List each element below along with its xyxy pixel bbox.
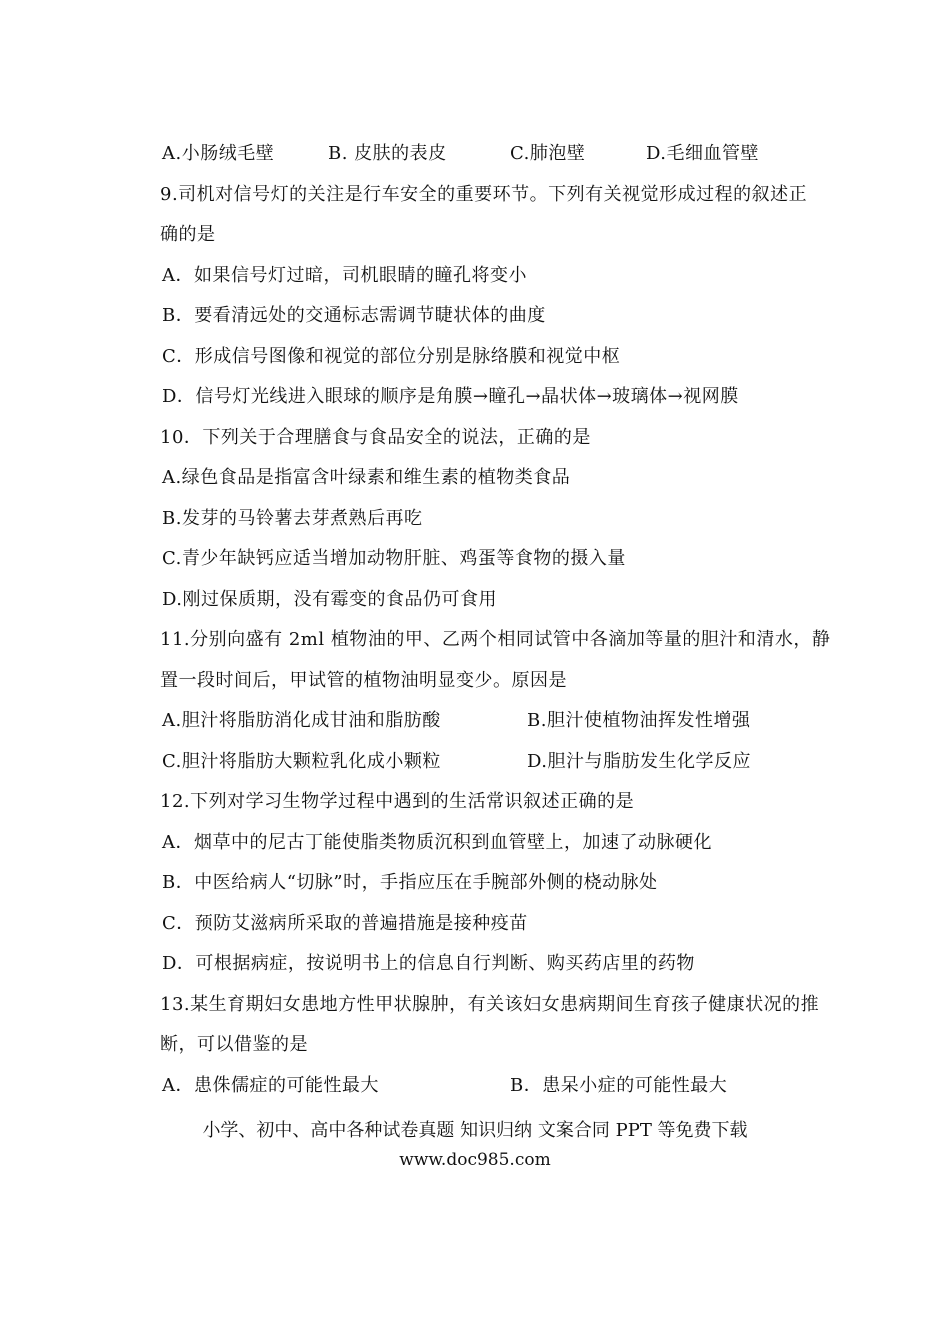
- q13-option-b: B．患呆小症的可能性最大: [510, 1075, 728, 1096]
- q8-option-d: D.毛细血管壁: [646, 143, 760, 164]
- q13-option-a: A．患侏儒症的可能性最大: [162, 1075, 379, 1096]
- q13-options-row: [0, 1074, 950, 1098]
- q11-option-a: A.胆汁将脂肪消化成甘油和脂肪酸: [162, 710, 441, 731]
- footer-url: www.doc985.com: [399, 1150, 551, 1170]
- q8-option-a: A.小肠绒毛壁: [162, 143, 275, 164]
- q11-stem-line2: 置一段时间后，甲试管的植物油明显变少。原因是: [160, 670, 567, 691]
- q10-option-b: B.发芽的马铃薯去芽煮熟后再吃: [162, 508, 423, 529]
- q8-option-c: C.肺泡壁: [510, 143, 586, 164]
- q9-option-b: B．要看清远处的交通标志需调节睫状体的曲度: [162, 305, 546, 326]
- q13-stem-line1: 13.某生育期妇女患地方性甲状腺肿，有关该妇女患病期间生育孩子健康状况的推: [160, 994, 820, 1015]
- q10-stem: 10．下列关于合理膳食与食品安全的说法，正确的是: [160, 427, 591, 448]
- q11-options-row2: [0, 750, 950, 774]
- q11-option-c: C.胆汁将脂肪大颗粒乳化成小颗粒: [162, 751, 441, 772]
- q9-stem-line2: 确的是: [160, 224, 216, 245]
- q11-stem-line1: 11.分别向盛有 2ml 植物油的甲、乙两个相同试管中各滴加等量的胆汁和清水，静: [160, 629, 831, 650]
- footer-promo-text: 小学、初中、高中各种试卷真题 知识归纳 文案合同 PPT 等免费下载: [202, 1120, 748, 1141]
- q8-options-row: [0, 142, 950, 166]
- q9-option-c: C．形成信号图像和视觉的部位分别是脉络膜和视觉中枢: [162, 346, 621, 367]
- q10-option-d: D.刚过保质期，没有霉变的食品仍可食用: [162, 589, 498, 610]
- q11-option-b: B.胆汁使植物油挥发性增强: [527, 710, 751, 731]
- q10-option-c: C.青少年缺钙应适当增加动物肝脏、鸡蛋等食物的摄入量: [162, 548, 626, 569]
- q9-stem-line1: 9.司机对信号灯的关注是行车安全的重要环节。下列有关视觉形成过程的叙述正: [160, 184, 808, 205]
- q12-option-d: D．可根据病症，按说明书上的信息自行判断、购买药店里的药物: [162, 953, 695, 974]
- q12-option-a: A．烟草中的尼古丁能使脂类物质沉积到血管壁上，加速了动脉硬化: [162, 832, 712, 853]
- q13-stem-line2: 断，可以借鉴的是: [160, 1034, 308, 1055]
- q9-option-a: A．如果信号灯过暗，司机眼睛的瞳孔将变小: [162, 265, 527, 286]
- q12-option-c: C．预防艾滋病所采取的普遍措施是接种疫苗: [162, 913, 528, 934]
- q8-option-b: B. 皮肤的表皮: [328, 143, 447, 164]
- q12-option-b: B．中医给病人“切脉”时，手指应压在手腕部外侧的桡动脉处: [162, 872, 658, 893]
- q11-option-d: D.胆汁与脂肪发生化学反应: [527, 751, 752, 772]
- q10-option-a: A.绿色食品是指富含叶绿素和维生素的植物类食品: [162, 467, 571, 488]
- q12-stem: 12.下列对学习生物学过程中遇到的生活常识叙述正确的是: [160, 791, 635, 812]
- q9-option-d: D．信号灯光线进入眼球的顺序是角膜→瞳孔→晶状体→玻璃体→视网膜: [162, 386, 739, 407]
- q11-options-row1: [0, 709, 950, 733]
